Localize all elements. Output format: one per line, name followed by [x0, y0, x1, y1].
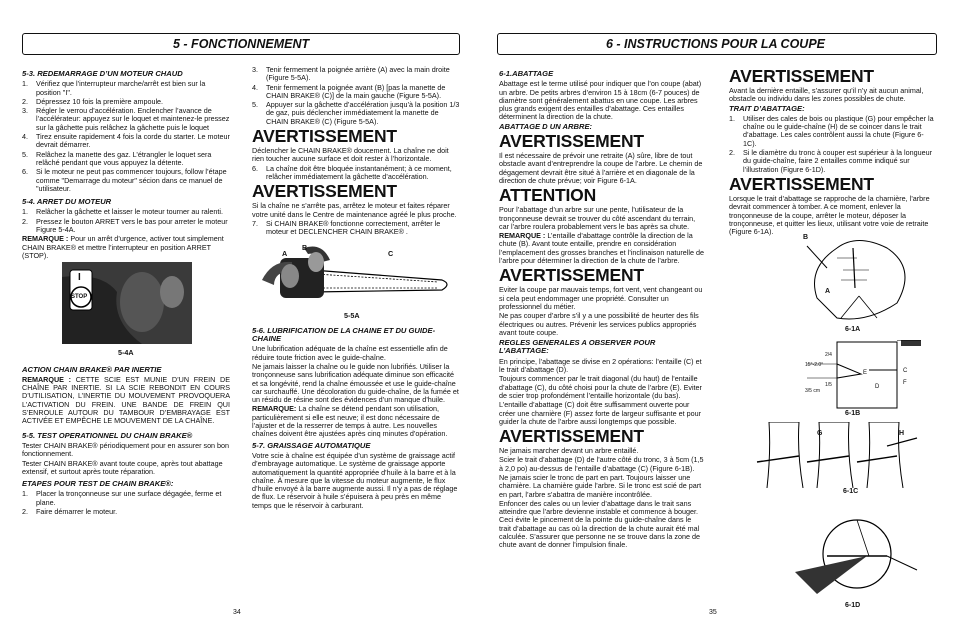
section-header	[22, 33, 460, 55]
list-item	[729, 149, 937, 174]
heading-acb: ACTION CHAIN BRAKE® PAR INERTIE	[22, 364, 162, 374]
warning-text: Eviter la coupe par mauvais temps, fort vent, vent changeant ou si cela peut endommager une propriété. Consulter un professionnel du métier.	[499, 285, 703, 311]
warning-text: Lorsque le trait d’abattage se rapproche de la charnière, l’arbre devrait commencer à tomber. A ce moment, enlever la tronçonneuse de la coupe, arrêter le moteur, déposer la tronçonneuse, et quitter les lieux, utilisant votre voie de retraite (Figure 6-1A).	[729, 193, 930, 237]
list-item-7	[252, 220, 460, 237]
list-item	[22, 133, 230, 150]
figure-label-5-5a: 5-5A	[344, 311, 360, 321]
acb-remarque: REMARQUE : CETTE SCIE EST MUNIE D’UN FREIN DE CHAÎNE PAR INERTIE. SI LA SCIE REBONDIT EN COURS D’UTILISATION, L’INERTIE DU MOUVEMENT PROVOQUERA L’ACTIVATION DU FREIN. UNE BANDE DE FREIN QUI S’ENROULE AUTOUR DU TAMBOUR D’EMBRAYAGE EST ACTIVÉE ET EMPÊCHE LE MOUVEMENT DE LA CHAÎNE.	[22, 374, 230, 426]
p-w3b: Scier le trait d’abattage (D) de l’autre côté du tronc, 3 à 5cm (1,5 à 2,0 po) au-dessus de l’entaille d’abattage (C) (Figure 6-1B).	[499, 455, 704, 473]
heading-trait: TRAIT D’ABATTAGE:	[729, 103, 805, 113]
warning-heading: AVERTISSEMENT	[499, 426, 644, 447]
fig-label-e: E	[863, 370, 868, 376]
warning-text: Il est nécessaire de prévoir une retraite (A) sûre, libre de tout obstacle avant d’entreprendre la coupe de l’arbre. Le chemin de dégagement devrait être situé à l’arrière et en diagonale de la direction de chute prévue; voir Figure 6-1A.	[499, 151, 703, 185]
p-regles-3: L’entaille d’abattage (C) doit être suffisamment ouverte pour créer une charnière (F) assez forte de largeur suffisante et pour guider la chute de l’arbre aussi longtemps que possible.	[499, 400, 702, 426]
figure-5-5a	[252, 240, 460, 312]
list-item-text: Si le moteur ne peut pas commencer toujours, follow l’étape comme "Demarrage du moteur" sécion dans ce manuel de "utilisateur.	[36, 167, 227, 193]
figure-6-1c	[747, 422, 937, 498]
p-5-6b: Ne jamais laisser la chaîne ou le guide non lubrifiés. Utiliser la tronçonneuse sans lubrification adéquate diminue son efficacité et sa longévité, rend la chaîne émoussée et use le guide-chaîne car surchauffé. Une décoloration du guide-chaîne, de la fumée et un résidu de résine sont des évidences d’un manque d’huile.	[252, 361, 459, 405]
list-item-text: Régler le verrou d’accélération. Enclencher l’avance de l’accélérateur: appuyez sur le loquet et maintenez-le pressez sur la gâchette puis relâchez la gâchette puis le loquet	[36, 106, 230, 132]
list-item-text: Utiliser des cales de bois ou plastique (G) pour empêcher la chaîne ou le guide-chaîne (H) de se coincer dans le trait d’abattage. Les cales contrôlent aussi la chute (Figure 6-1C).	[743, 113, 934, 148]
list-item-text: Tenir fermement la poignée arrière (A) avec la main droite (Figure 5-5A).	[266, 65, 450, 83]
figure-label-6-1d: 6-1D	[845, 602, 861, 609]
fig-label-d: D	[875, 384, 880, 390]
list-item	[252, 101, 460, 126]
list-item	[22, 98, 230, 106]
list-trait	[729, 115, 937, 174]
list-item-number: 1.	[22, 489, 28, 499]
warning-text: Si la chaîne ne s’arrête pas, arrêtez le moteur et faites réparer votre unité dans le Centre de maintenance agréé le plus proche.	[252, 201, 457, 219]
list-item-number: 1.	[22, 79, 28, 89]
heading-etapes: ETAPES POUR TEST DE CHAIN BRAKE®:	[22, 479, 174, 489]
figure-label-6-1a: 6-1A	[845, 326, 861, 333]
figure-6-1d	[777, 516, 937, 616]
remarque-chute: REMARQUE : L’entaille d’abattage contrôle la direction de la chute (B). Avant toute entaille, prendre en considération l’emplacement des grosses branches et l’inclinaison naturelle de l’arbre pour déterminer la direction de la chute de l’arbre.	[499, 231, 704, 266]
fig-label-f: F	[903, 380, 907, 386]
section-header	[497, 33, 937, 55]
page-35	[477, 0, 954, 618]
list-item	[252, 66, 460, 83]
fig-label-c: C	[388, 249, 394, 259]
list-item-text: Tenir fermement la poignée avant (B) [pas la manette de CHAIN BRAKE® (C)] de la main gauche (Figure 5-5A).	[266, 82, 446, 100]
list-item-number: 2.	[22, 506, 28, 516]
list-item-number: 5.	[252, 100, 258, 110]
section-title: 6 - INSTRUCTIONS POUR LA COUPE	[606, 37, 825, 51]
fig-label-c: C	[903, 368, 908, 374]
p-regles-1: En principe, l’abattage se divise en 2 opérations: l’entaille (C) et le trait d’abattage (D).	[499, 356, 702, 375]
stop-label: STOP	[71, 294, 88, 301]
list-item	[252, 84, 460, 101]
list-5-5-top	[252, 66, 460, 126]
fig-label-dim1: 2/4	[825, 352, 832, 358]
p-6-1: Abattage est le terme utilisé pour indiquer que l’on coupe (abat) un arbre. De petits arbres d’environ 15 à 18cm (6-7 pouces) de diamètre sont généralement abattus en une coupe. Les arbres plus grands exigent des entailles d’abattage. Ces entailles déterminent la direction de la chute.	[499, 79, 702, 122]
heading-5-3: 5-3. REDEMARRAGE D’UN MOTEUR CHAUD	[22, 69, 183, 78]
p-5-6a: Une lubrification adéquate de la chaîne est essentielle afin de réduire toute friction avec le guide-chaîne.	[252, 344, 448, 362]
list-item	[22, 508, 230, 516]
list-item-text: Dépressez 10 fois la première ampoule.	[36, 96, 164, 106]
p-5-5a: Tester CHAIN BRAKE® périodiquement pour en assurer son bon fonctionnement.	[22, 440, 230, 459]
list-item-text: Si CHAIN BRAKE® fonctionne correctement, arrêter le moteur et DECLENCHER CHAIN BRAKE® .	[266, 218, 441, 237]
figure-label-6-1c: 6-1C	[843, 488, 859, 495]
fig-label-angle: 15°-2.0°	[805, 362, 824, 368]
list-item	[22, 151, 230, 168]
fig-label-dim3: 3/5 cm	[805, 388, 821, 394]
wedges-diagram	[747, 422, 937, 488]
heading-5-4: 5-4. ARRET DU MOTEUR	[22, 197, 112, 207]
list-item-text: Relâchez la manette des gaz. L’étrangler le loquet sera relâché pendant que vous appuyez la détente.	[36, 149, 212, 167]
list-item-number: 3.	[22, 106, 28, 116]
list-item-6	[252, 165, 460, 182]
list-item-number: 2.	[22, 216, 28, 226]
list-item-number: 6.	[252, 163, 258, 173]
list-item-number: 1.	[22, 207, 28, 217]
list-item	[22, 80, 230, 97]
page-number: 34	[233, 609, 241, 616]
warning-heading: AVERTISSEMENT	[252, 181, 397, 202]
heading-5-7: 5-7. GRAISSAGE AUTOMATIQUE	[252, 440, 371, 450]
list-item	[729, 115, 937, 148]
list-item	[22, 208, 230, 216]
left-column-2	[252, 66, 460, 511]
fig-label-a: A	[282, 249, 288, 259]
warning-heading: AVERTISSEMENT	[252, 126, 397, 147]
warning-text: Avant la dernière entaille, s’assurer qu’il n’y ait aucun animal, obstacle ou individu dans les zones possibles de chute.	[729, 86, 924, 104]
list-5-3	[22, 80, 230, 193]
list-item-number: 6.	[22, 167, 28, 177]
stop-switch-illustration	[22, 262, 230, 346]
list-item	[252, 165, 460, 182]
p-regles-2: Toujours commencer par le trait diagonal (du haut) de l’entaille d’abattage (C), du côté choisi pour la chute de l’arbre (E). Eviter de scier trop profondément l’entaille horizontale (du bas).	[499, 374, 702, 400]
attention-heading: ATTENTION	[499, 185, 597, 206]
fig-label-b: B	[803, 234, 809, 241]
list-item-text: Vérifiez que l’interrupteur marche/arrêt est bien sur la position "I".	[36, 79, 206, 97]
switch-i-label: I	[78, 272, 81, 284]
fig-label-a: A	[825, 288, 831, 295]
large-diameter-cut-diagram	[777, 516, 937, 604]
attention-text: Pour l’abattage d’un arbre sur une pente, l’utilisateur de la tronçonneuse devrait se trouver du côté ascendant du terrain, car l’arbre roulera probablement vers le bas après sa chute.	[499, 205, 696, 231]
fig-label-dim2: 1/5	[825, 382, 832, 388]
warning-text: Déclencher le CHAIN BRAKE® doucement. La chaîne ne doit rien toucher aucune surface et doit rester à l’horizontale.	[252, 146, 449, 164]
fig-label-g: G	[817, 430, 823, 437]
left-column-1	[22, 66, 230, 517]
heading-5-5: 5-5. TEST OPERATIONNEL DU CHAIN BRAKE®	[22, 430, 193, 440]
p-5-5b: Tester CHAIN BRAKE® avant toute coupe, après tout abattage extensif, et surtout après toute réparation.	[22, 458, 223, 476]
list-item-number: 4.	[22, 132, 28, 142]
list-etapes	[22, 490, 230, 516]
heading-5-6: 5-6. LUBRIFICATION DE LA CHAINE ET DU GUIDE-CHAINE	[252, 325, 436, 344]
p-w3a: Ne jamais marcher devant un arbre entaillé.	[499, 446, 639, 456]
right-column-1	[499, 66, 705, 551]
p-lignes: Ne pas couper d’arbre s’il y a une possibilité de heurter des fils électriques ou autres. Prévenir les services publics appropriés avant toute coupe.	[499, 311, 699, 337]
heading-6-1: 6-1.ABATTAGE	[499, 69, 554, 78]
fig-label-h: H	[899, 430, 905, 437]
list-item	[22, 218, 230, 235]
warning-heading: AVERTISSEMENT	[729, 173, 874, 194]
tree-fall-diagram	[777, 228, 937, 328]
list-item-text: Tirez ensuite rapidement 4 fois la corde du starter. Le moteur devrait démarrer.	[36, 132, 230, 150]
heading-abattage: ABATTAGE D UN ARBRE:	[499, 121, 593, 131]
list-item-number: 5.	[22, 149, 28, 159]
list-item-text: Si le diamètre du tronc à couper est supérieur à la longueur du guide-chaîne, faire 2 entailles comme indiqué sur l’illustration (Figure 6-1D).	[743, 148, 932, 174]
warning-heading: AVERTISSEMENT	[499, 265, 644, 286]
list-item-number: 1.	[729, 113, 735, 123]
figure-5-4a	[22, 262, 230, 346]
right-column-2	[729, 66, 937, 237]
figure-label-5-4a: 5-4A	[118, 348, 134, 358]
figure-label-6-1b: 6-1B	[845, 410, 861, 417]
list-item	[22, 168, 230, 193]
list-item-text: Placer la tronçonneuse sur une surface dégagée, ferme et plane.	[36, 489, 222, 507]
fig-label-b: B	[302, 243, 308, 253]
list-item-text: Faire démarrer le moteur.	[36, 506, 118, 516]
p-5-6c: REMARQUE: La chaîne se détend pendant son utilisation, particulièrement si elle est neuve; il est donc nécessaire de l’ajuster et de la resserrer de temps à autre. Les nouvelles chaînes doivent être ajustées après cinq minutes d’opération.	[252, 404, 448, 439]
section-title: 5 - FONCTIONNEMENT	[173, 37, 310, 51]
list-item	[22, 490, 230, 507]
list-item-number: 2.	[729, 148, 735, 158]
list-item-number: 3.	[252, 65, 258, 74]
p-w3c: Ne jamais scier le tronc de part en part. Toujours laisser une charnière. La charnière guide l’arbre. Si le tronc est scié de part en part, l’arbre s’abattra de manière incontrôlée.	[499, 472, 702, 499]
notch-diagram	[777, 340, 937, 410]
list-5-4	[22, 208, 230, 234]
figure-6-1b	[777, 340, 937, 420]
list-item-number: 4.	[252, 82, 258, 92]
list-item-text: La chaîne doit être bloquée instantanément; à ce moment, relâcher immédiatement la gâchette d’accélération.	[266, 163, 452, 181]
heading-regles: REGLES GENERALES A OBSERVER POUR L’ABATTAGE:	[499, 338, 656, 356]
list-item-number: 2.	[22, 96, 28, 106]
list-item-text: Pressez le bouton ARRET vers le bas pour arreter le moteur Figure 5-4A.	[36, 216, 228, 235]
warning-heading: AVERTISSEMENT	[729, 66, 874, 86]
list-item-number: 7.	[252, 218, 258, 228]
p-w3d: Enfoncer des cales ou un levier d’abattage dans le trait sans atteindre que l’arbre devienne instable et commence à bouger. Ceci évite le pincement de la pointe du guide-chaîne dans le trait d’abattage au cas où la direction de la chute aurait été mal calculée. S’assurer que personne ne se trouve dans la zone de chute avant de donner l’impulsion finale.	[499, 498, 700, 550]
list-item-text: Relâcher la gâchette et laisser le moteur tourner au ralenti.	[36, 207, 223, 217]
p-5-7: Votre scie à chaîne est équipée d’un système de graissage actif d’embrayage automatique. Le système de graissage apporte automatiquement la quantité appropriée d’huile à la barre et à la chaîne. À mesure que la vitesse du moteur augmente, le flux d’huile envoyé à la barre augmente aussi. Il n’y a pas de réglage de flux. Le réservoir à huile s’épuisera à peu près en même temps que le réservoir à carburant.	[252, 450, 458, 510]
list-item-text: Appuyer sur la gâchette d’accélération jusqu’à la position 1/3 de gaz, puis déclencher immédiatement la manette de CHAIN BRAKE® (C) (Figure 5-5A).	[266, 100, 460, 126]
list-item	[252, 220, 460, 237]
list-item	[22, 107, 230, 132]
figure-6-1a	[777, 228, 937, 336]
warning-heading: AVERTISSEMENT	[499, 131, 644, 152]
remarque-5-4: REMARQUE : Pour un arrêt d’urgence, activer tout simplement CHAIN BRAKE® et mettre l’interrupteur en position ARRET (STOP).	[22, 234, 224, 260]
page-number: 35	[709, 609, 717, 616]
